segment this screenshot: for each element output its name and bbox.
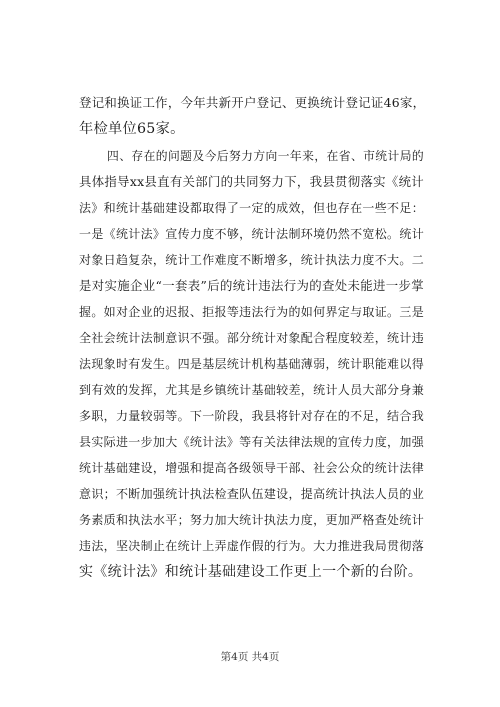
- body-text-line: 是对实施企业“一套表”后的统计违法行为的查处未能进一步掌: [79, 278, 424, 293]
- body-text-line: 多职，力量较弱等。下一阶段，我县将针对存在的不足，结合我: [79, 409, 424, 423]
- body-text-line: 对象日趋复杂，统计工作难度不断增多，统计执法力度不大。二: [79, 253, 424, 267]
- paragraph-first-line: 四、存在的问题及今后努力方向一年来，在省、市统计局的: [107, 149, 424, 163]
- body-text-line: 县实际进一步加大《统计法》等有关法律法规的宣传力度，加强: [79, 435, 424, 449]
- body-text-line: 务素质和执法水平；努力加大统计执法力度，更加严格查处统计: [79, 513, 424, 527]
- page-number-footer: 第4页 共4页: [220, 651, 280, 663]
- body-text-line: 法现象时有发生。四是基层统计机构基础薄弱，统计职能难以得: [79, 357, 424, 371]
- body-text-line: 具体指导xx县直有关部门的共同努力下，我县贯彻落实《统计: [79, 174, 424, 189]
- body-text-line: 年检单位65家。: [79, 121, 185, 137]
- body-text-line: 一是《统计法》宣传力度不够，统计法制环境仍然不宽松。统计: [79, 227, 424, 241]
- body-text-line: 到有效的发挥，尤其是乡镇统计基础较差，统计人员大部分身兼: [79, 383, 424, 397]
- body-text-line: 法》和统计基础建设都取得了一定的成效，但也存在一些不足：: [79, 201, 424, 215]
- body-text-line: 登记和换证工作，今年共新开户登记、更换统计登记证46家，: [79, 95, 426, 110]
- body-text-line: 实《统计法》和统计基础建设工作更上一个新的台阶。: [79, 564, 423, 580]
- body-text-line: 统计基础建设，增强和提高各级领导干部、社会公众的统计法律: [79, 461, 424, 475]
- body-text-line: 违法，坚决制止在统计上弄虚作假的行为。大力推进我局贯彻落: [79, 539, 424, 553]
- body-text-line: 全社会统计法制意识不强。部分统计对象配合程度较差，统计违: [79, 331, 424, 345]
- body-text-line: 握。如对企业的迟报、拒报等违法行为的如何界定与取证。三是: [79, 305, 424, 319]
- body-text-line: 意识；不断加强统计执法检查队伍建设，提高统计执法人员的业: [79, 487, 424, 501]
